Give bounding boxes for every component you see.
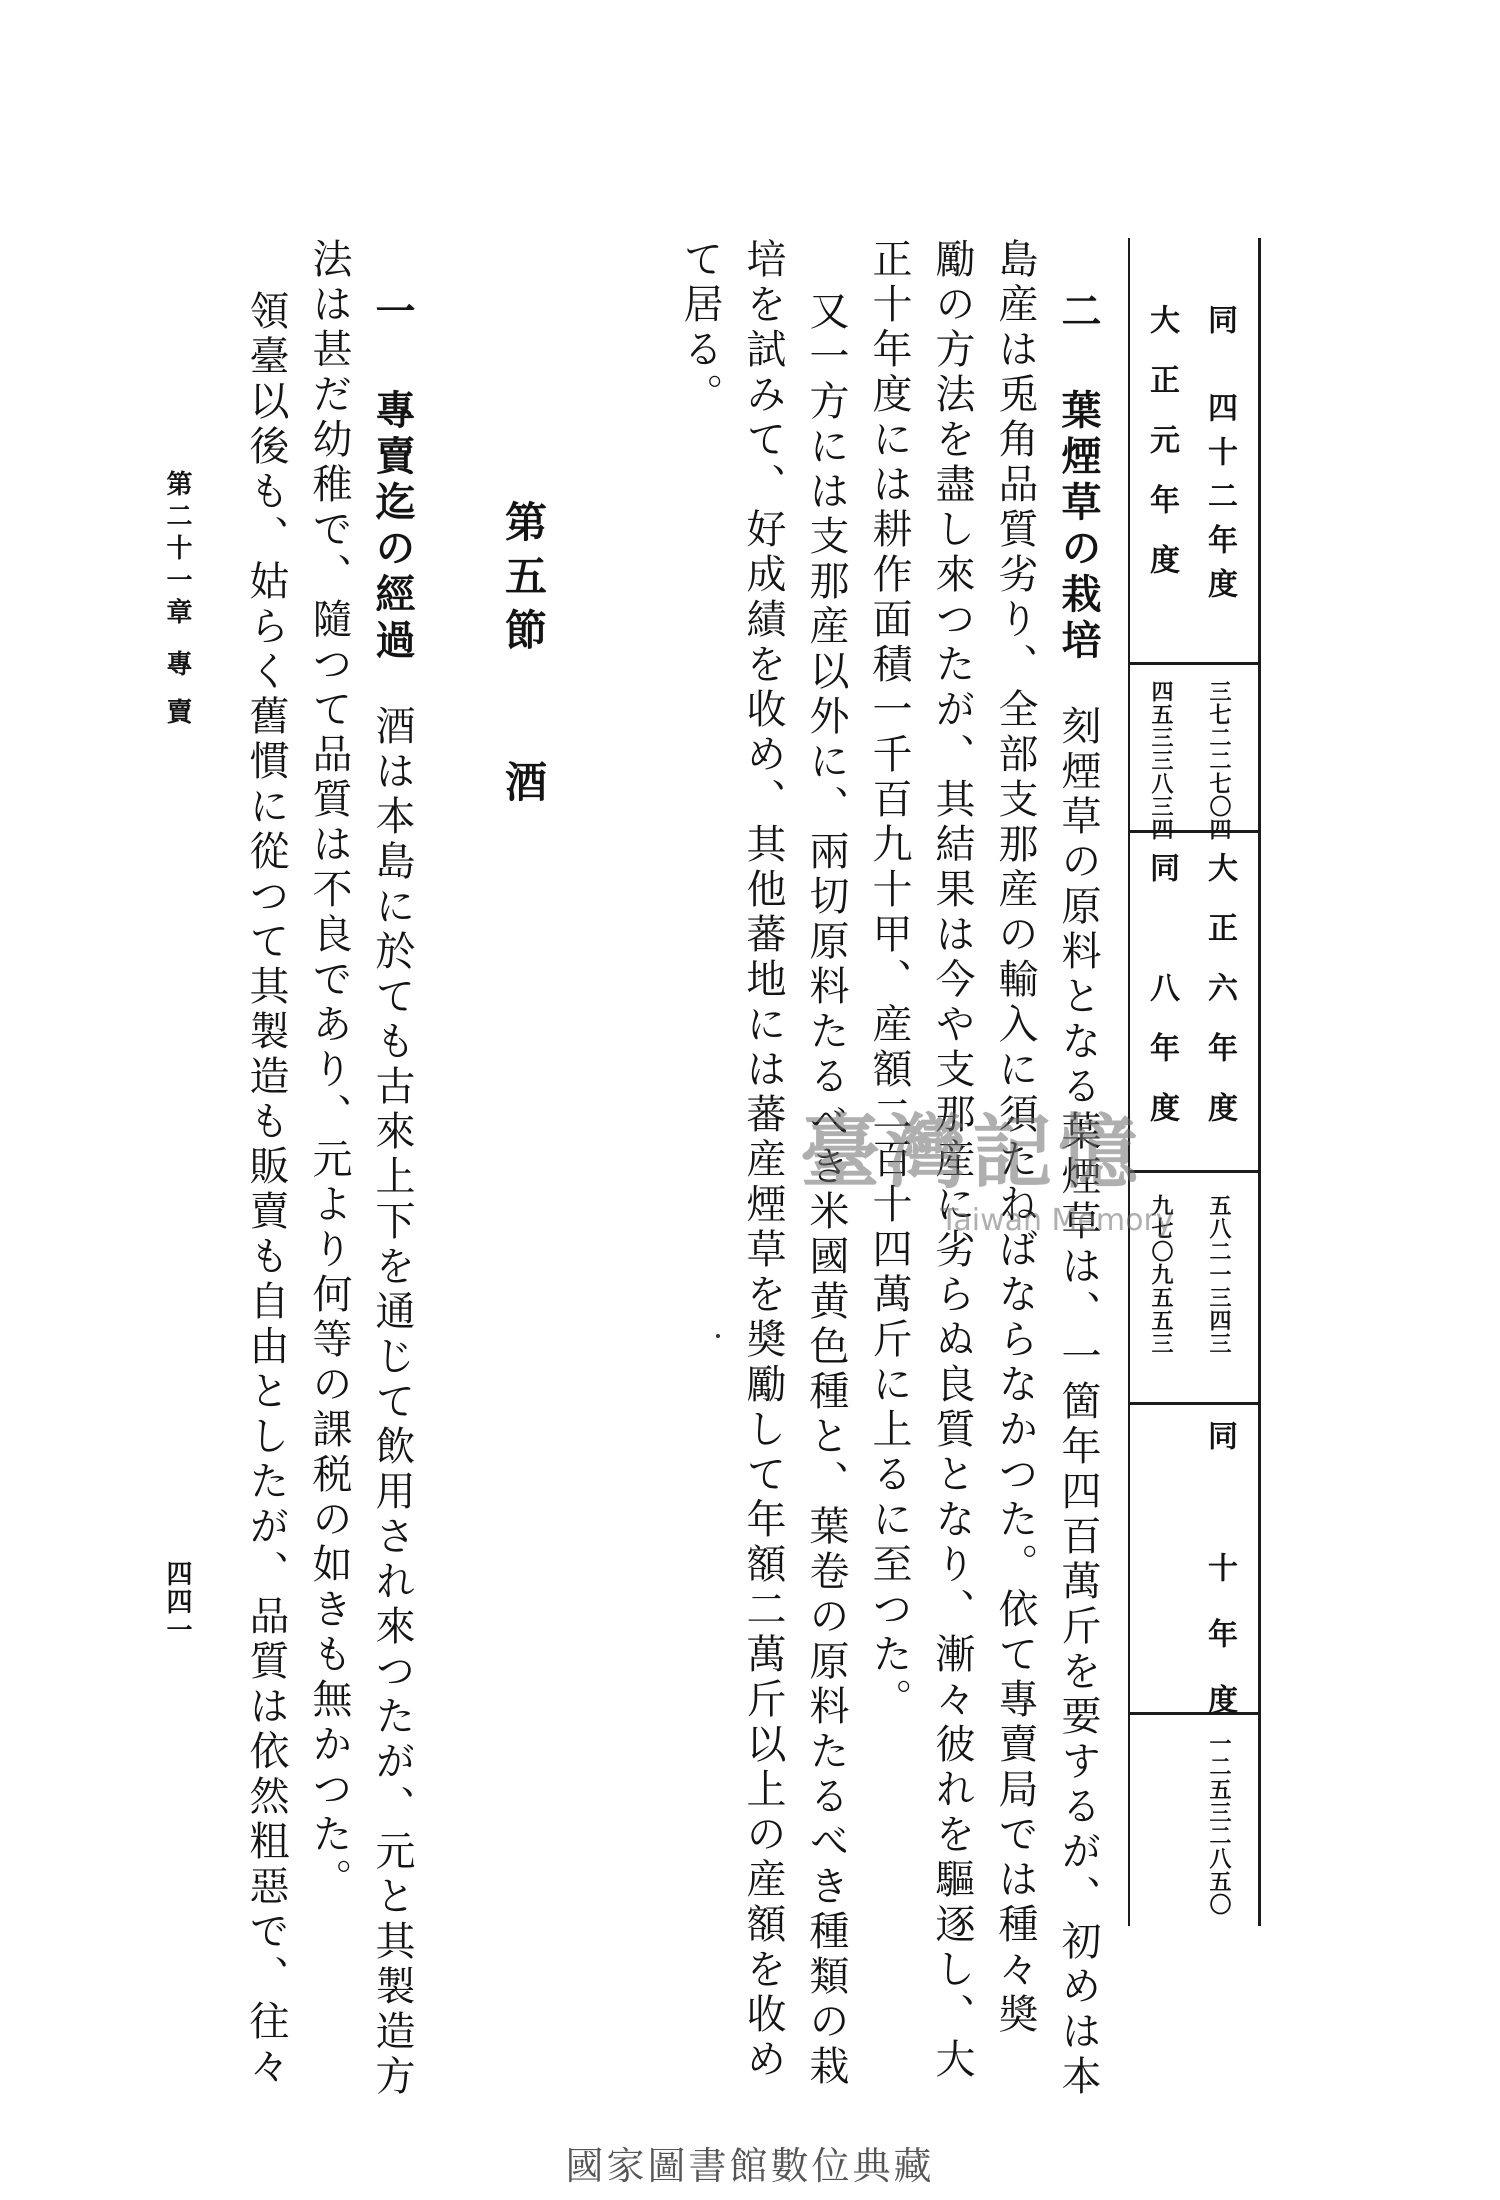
table-divider <box>1128 662 1261 665</box>
table-year-label: 大正元年度 <box>1144 304 1179 604</box>
table-value: 四五三三八三四 <box>1148 680 1174 841</box>
chapter-label: 第二十一章 <box>162 470 192 630</box>
section-heading: 二 葉煙草の栽培 <box>1055 290 1102 665</box>
section-number: 第五節 <box>499 500 548 662</box>
text-line: 培を試みて、好成績を收め、其他蕃地には蕃産煙草を奬勵して年額二萬斤以上の産額を收め <box>740 238 786 2083</box>
text-line: 法は甚だ幼稚で、隨つて品質は不良であり、元より何等の課税の如きも無かつた。 <box>306 238 352 1903</box>
table-year-label: 大正六年度 <box>1202 852 1237 1152</box>
table-value: 五八二一三四三 <box>1206 1194 1232 1355</box>
library-credit: 國家圖書館數位典藏 <box>565 2144 935 2188</box>
table-year-label: 同 四十二年度 <box>1202 304 1237 612</box>
text-line: 勵の方法を盡し來つたが、其結果は今や支那産に劣らぬ良質となり、漸々彼れを驅逐し、大 <box>929 238 975 2083</box>
table-year-label: 同 十年度 <box>1202 1420 1237 1750</box>
text-column <box>369 290 416 2100</box>
text-line: 正十年度には耕作面積一千百九十甲、産額二百十四萬斤に上るに至つた。 <box>866 238 912 1723</box>
watermark-subtitle: Taiwan Memory <box>940 1203 1174 1238</box>
table-divider <box>1128 1402 1261 1405</box>
text-line: 又一方には支那産以外に、兩切原料たるべき米國黄色種と、葉卷の原料たるべき種類の栽 <box>803 290 849 2090</box>
text-line: 刻煙草の原料となる葉煙草は、一箇年四百萬斤を要するが、初めは本 <box>1055 705 1101 2100</box>
text-line: て居る。 <box>677 238 723 418</box>
ink-speck <box>716 1334 720 1338</box>
text-line: 酒は本島に於ても古來上下を通じて飲用され來つたが、元と其製造方 <box>369 705 415 2100</box>
table-outer-rule <box>1258 238 1261 1926</box>
section-name: 酒 <box>499 760 548 802</box>
chapter-name: 專賣 <box>162 650 192 746</box>
table-year-label: 同 八年度 <box>1144 852 1179 1152</box>
table-value: 一二五三二八五〇 <box>1206 1732 1232 1916</box>
page-number: 四四一 <box>162 1560 192 1644</box>
taiwan-memory-watermark-logo <box>790 1080 1210 1260</box>
text-line: 島産は兎角品質劣り、全部支那産の輸入に須たねばならなかつた。依て專賣局では種々奬 <box>992 238 1038 2038</box>
table-value: 三七二二七〇四 <box>1206 680 1232 841</box>
watermark-title: 臺灣記憶 <box>800 1105 1144 1199</box>
section-heading: 一 專賣迄の經過 <box>369 290 416 665</box>
text-line: 領臺以後も、姑らく舊慣に從つて其製造も販賣も自由としたが、品質は依然粗惡で、往々 <box>243 290 289 2090</box>
table-value: 九七〇九五五三 <box>1148 1194 1174 1355</box>
table-divider <box>1128 1712 1261 1715</box>
